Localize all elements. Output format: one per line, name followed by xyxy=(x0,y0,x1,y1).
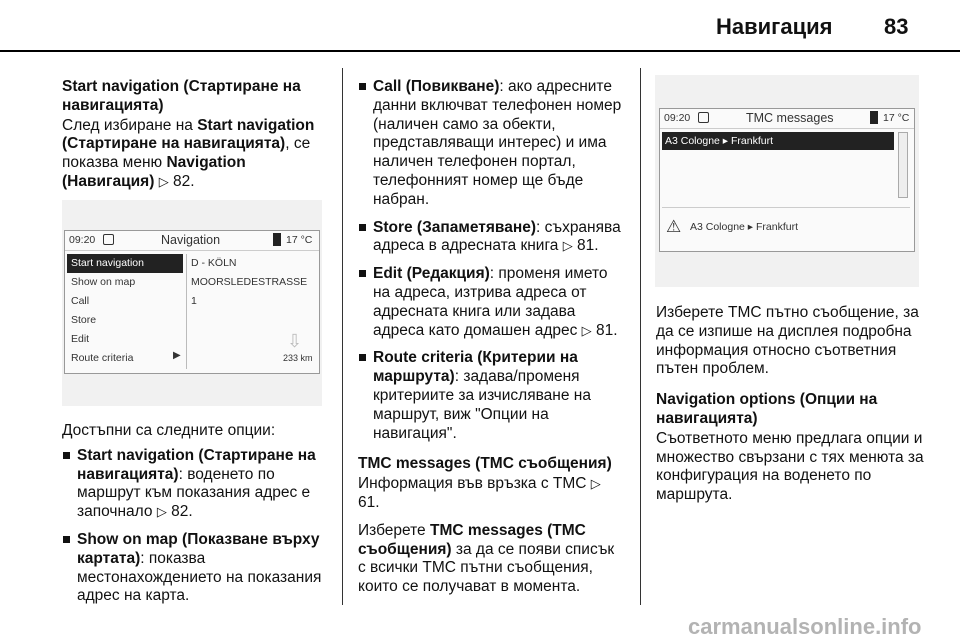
chevron-right-icon: ▶ xyxy=(173,350,181,361)
address-city: D - KÖLN xyxy=(191,257,237,269)
clock-time: 09:20 xyxy=(664,112,691,124)
paragraph: Достъпни са следните опции: xyxy=(62,422,276,439)
menu-item-start-navigation[interactable]: Start navigation xyxy=(67,254,183,273)
menu-item-show-on-map[interactable]: Show on map xyxy=(71,276,136,288)
list-item xyxy=(358,78,626,210)
tmc-display xyxy=(659,108,915,252)
menu-item-call[interactable]: Call xyxy=(71,295,90,307)
scrollbar[interactable] xyxy=(898,132,908,198)
column-separator xyxy=(342,68,343,605)
page-ref-icon: ▷ xyxy=(156,504,167,520)
text: : съхранява адреса в адресната книга xyxy=(373,218,621,255)
page-ref-icon: ▷ xyxy=(158,173,169,189)
list-item xyxy=(358,265,626,340)
text: 61. xyxy=(358,493,380,511)
nav-screenshot xyxy=(62,200,322,406)
list-item xyxy=(358,219,626,257)
address-number: 1 xyxy=(191,295,197,307)
section-heading: TMC messages (TMC съобщения) xyxy=(358,455,612,473)
text: Store (Запаметяване) xyxy=(373,218,537,236)
header-rule xyxy=(0,50,960,52)
text: за да се появи списък с всички TMC пътни съобщения, които се получават в момента. xyxy=(358,540,615,596)
page-ref-icon: ▷ xyxy=(562,238,573,254)
status-bar xyxy=(65,231,319,251)
text: 81. xyxy=(595,321,618,339)
text: Route criteria (Критерии на маршрута) xyxy=(373,349,578,386)
battery-icon xyxy=(273,233,281,246)
column-separator xyxy=(640,68,641,605)
clock-icon xyxy=(698,112,709,123)
section-heading: Navigation options (Опции на навигацията) xyxy=(656,391,878,427)
text: : задава/променя критериите за изчисляване на маршрут, виж "Опции на навигация". xyxy=(373,368,591,442)
paragraph xyxy=(358,522,626,597)
text: : показва местонахождението на показания адрес на карта. xyxy=(77,549,322,605)
column-1 xyxy=(62,78,324,201)
section-heading: Start navigation (Стартиране на навигацията) xyxy=(62,78,301,114)
text: Start navigation (Стартиране на навигацията) xyxy=(62,116,315,153)
text: Start navigation (Стартиране на навигацията) xyxy=(77,446,316,483)
tmc-screenshot xyxy=(655,75,919,287)
screen-title: Navigation xyxy=(161,233,221,247)
column-2 xyxy=(358,78,626,606)
text: 81. xyxy=(577,237,599,255)
distance: 233 km xyxy=(283,353,313,363)
page-header-title: Навигация xyxy=(716,14,833,39)
text: 82. xyxy=(173,172,195,190)
arrow-down-icon: ⇩ xyxy=(287,331,303,351)
text: : ако адресните данни включват телефонен номер (наличен само за обекти, представляващи интерес) и има наличен телефонен портал, телефонният номер ще бъде набран. xyxy=(373,78,622,208)
paragraph: Изберете TMC пътно съобщение, за да се изпише на дисплея подробна информация относно съответния пътен проблем. xyxy=(656,304,919,378)
address-details xyxy=(191,254,307,311)
column-3 xyxy=(656,304,924,514)
text: Show on map (Показване върху картата) xyxy=(77,530,320,567)
text: , се показва меню xyxy=(62,135,311,172)
paragraph xyxy=(358,475,626,513)
menu-divider xyxy=(186,254,187,369)
text: Navigation (Навигация) xyxy=(62,154,246,190)
text: Call (Повикване) xyxy=(373,78,500,95)
text: TMC messages (TMC съобщения) xyxy=(358,521,586,558)
nav-menu xyxy=(67,254,183,368)
page-ref-icon: ▷ xyxy=(590,476,601,492)
list-divider xyxy=(662,207,910,208)
temperature: 17 °C xyxy=(286,234,313,246)
text: : променя името на адреса, изтрива адреса от адресната книга или задава адреса като домашен адрес xyxy=(373,265,608,339)
paragraph: Съответното меню предлага опции и множество свързани с тях менюта за конфигурация на воденето по маршрута. xyxy=(656,429,924,504)
menu-item-edit[interactable]: Edit xyxy=(71,333,90,345)
page-number: 83 xyxy=(884,14,909,39)
clock-icon xyxy=(103,234,114,245)
text: : воденето по маршрут към показания адрес е започнало xyxy=(77,465,311,521)
paragraph xyxy=(62,117,324,192)
page-ref-icon: ▷ xyxy=(581,322,592,338)
text: Изберете xyxy=(358,521,430,539)
temperature: 17 °C xyxy=(883,112,910,124)
status-bar xyxy=(660,109,914,129)
tmc-list-item-selected[interactable]: A3 Cologne ▸ Frankfurt xyxy=(662,132,894,150)
screen-title: TMC messages xyxy=(746,111,834,125)
clock-time: 09:20 xyxy=(69,234,96,246)
watermark: carmanualsonline.info xyxy=(688,614,922,639)
nav-display xyxy=(64,230,320,374)
list-item xyxy=(358,349,626,443)
menu-item-store[interactable]: Store xyxy=(71,314,97,326)
battery-icon xyxy=(870,111,878,124)
text: 82. xyxy=(171,503,193,521)
list-item xyxy=(62,447,330,522)
column-1-lower xyxy=(62,422,330,615)
list-item xyxy=(62,531,330,606)
text: Edit (Редакция) xyxy=(373,265,490,283)
text: След избиране на xyxy=(62,116,198,134)
tmc-detail: A3 Cologne ▸ Frankfurt xyxy=(690,221,798,233)
menu-item-route-criteria[interactable]: Route criteria xyxy=(71,352,134,364)
text: Информация във връзка с TMC xyxy=(358,475,591,493)
address-street: MOORSLEDESTRASSE xyxy=(191,276,308,288)
traffic-warning-icon: ⚠ xyxy=(666,217,682,236)
